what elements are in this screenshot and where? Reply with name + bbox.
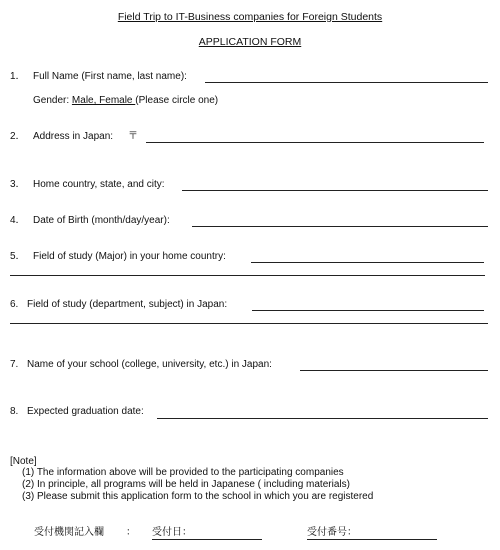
note-item-2: (2) In principle, all programs will be held in Japanese ( including materials) [22, 479, 350, 490]
major-input-line-2[interactable] [10, 275, 485, 276]
birth-date-input-line[interactable] [192, 226, 488, 227]
field-number-7: 7. [10, 359, 19, 370]
address-label: Address in Japan: [33, 131, 114, 142]
form-subtitle: APPLICATION FORM [198, 36, 302, 48]
postal-mark-icon: 〒 [128, 131, 138, 142]
field-number-3: 3． [10, 179, 26, 190]
school-label: Name of your school (college, university, etc.) in Japan: [27, 359, 272, 370]
received-date-label: 受付日： [152, 527, 192, 538]
office-use-label: 受付機関記入欄 [34, 527, 104, 538]
gender-instruction: (Please circle one) [135, 95, 219, 106]
field-number-1: 1． [10, 71, 26, 82]
received-number-label: 受付番号： [307, 527, 357, 538]
field-number-8: 8. [10, 406, 19, 417]
note-item-1: (1) The information above will be provided to the participating companies [22, 467, 344, 478]
received-date-input-line[interactable] [152, 539, 262, 540]
major-input-line[interactable] [251, 262, 484, 263]
full-name-label: Full Name (First name, last name): [33, 71, 187, 82]
full-name-input-line[interactable] [205, 82, 488, 83]
home-country-input-line[interactable] [182, 190, 488, 191]
note-item-3: (3) Please submit this application form to the school in which you are registered [22, 491, 374, 502]
japan-study-input-line[interactable] [252, 310, 484, 311]
field-number-2: 2． [10, 131, 26, 142]
graduation-input-line[interactable] [157, 418, 488, 419]
japan-study-label: Field of study (department, subject) in Japan: [27, 299, 228, 310]
gender-label: Gender: [33, 95, 72, 106]
field-number-6: 6. [10, 299, 19, 310]
birth-date-label: Date of Birth (month/day/year): [33, 215, 170, 226]
gender-options[interactable]: Male, Female [71, 95, 136, 106]
field-number-4: 4． [10, 215, 26, 226]
form-title: Field Trip to IT-Business companies for Foreign Students [117, 11, 383, 23]
home-country-label: Home country, state, and city: [33, 179, 165, 190]
note-heading: [Note] [10, 456, 37, 467]
major-label: Field of study (Major) in your home country: [33, 251, 226, 262]
office-use-colon: ： [126, 527, 136, 538]
address-input-line[interactable] [146, 142, 484, 143]
received-number-input-line[interactable] [307, 539, 437, 540]
gender-row [33, 95, 218, 107]
school-input-line[interactable] [300, 370, 488, 371]
graduation-label: Expected graduation date: [27, 406, 144, 417]
japan-study-input-line-2[interactable] [10, 323, 488, 324]
field-number-5: 5． [10, 251, 26, 262]
